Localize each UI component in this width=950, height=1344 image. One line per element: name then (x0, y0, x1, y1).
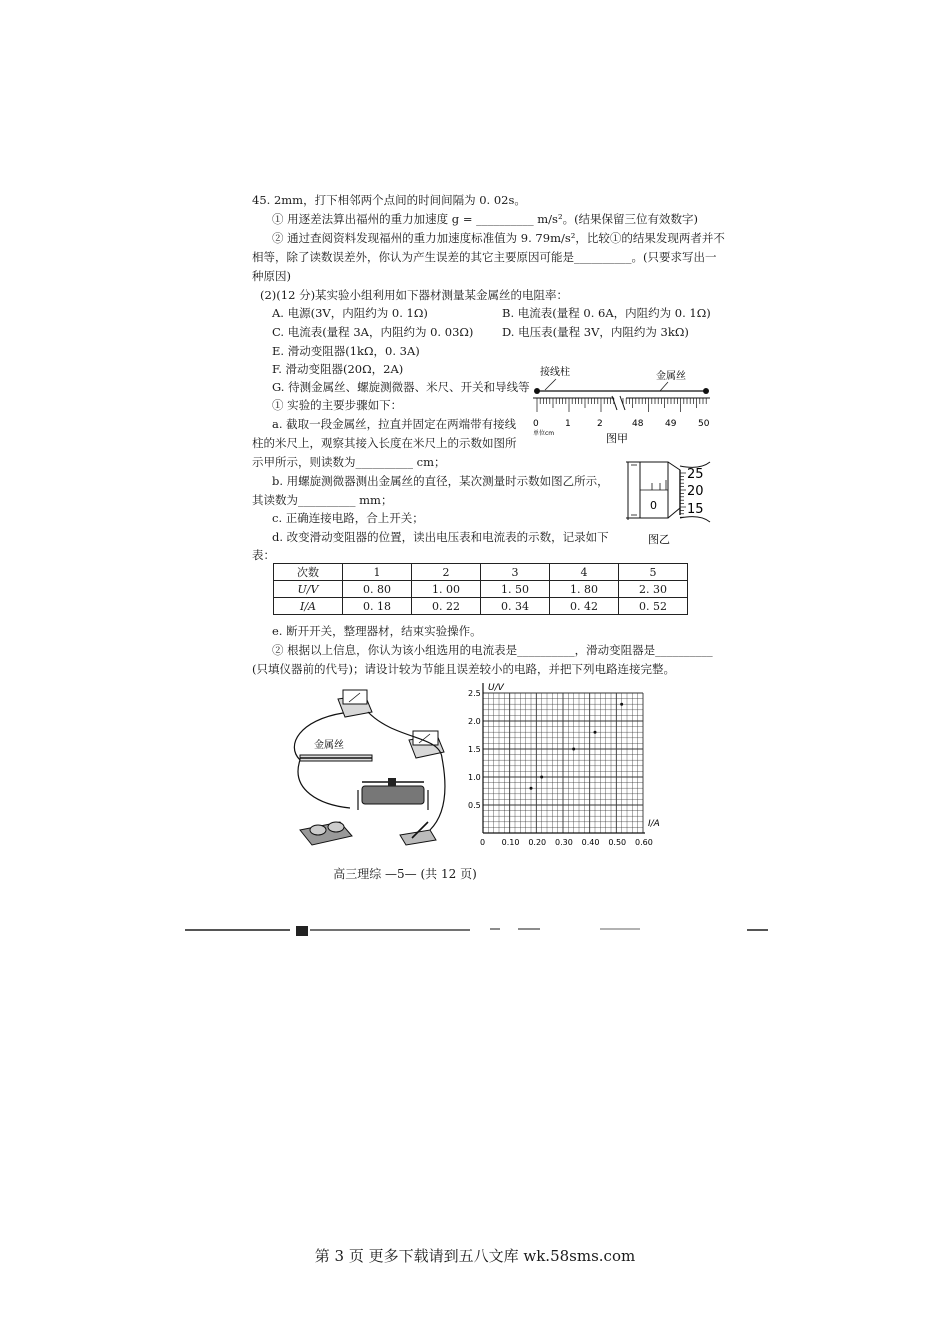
option-e: E. 滑动变阻器(1kΩ，0. 3A) (272, 344, 420, 358)
step-b: 其读数为__________ mm； (252, 493, 393, 507)
ruler-tick-label: 48 (632, 419, 644, 429)
data-point (620, 703, 623, 706)
option-a: A. 电源(3V，内阻约为 0. 1Ω) (272, 306, 428, 320)
y-tick-label: 1.5 (468, 745, 481, 754)
x-tick-label: 0 (480, 838, 486, 847)
wire-label: 金属丝 (656, 371, 686, 382)
ruler-tick-label: 50 (698, 419, 710, 429)
x-tick-label: 0.40 (581, 838, 600, 847)
rheostat-icon (362, 786, 424, 804)
text-line: 种原因) (252, 269, 291, 283)
ruler-tick-label: 0 (533, 419, 539, 429)
step-title: ① 实验的主要步骤如下： (272, 398, 403, 412)
y-tick-label: 1.0 (468, 773, 481, 782)
option-d: D. 电压表(量程 3V，内阻约为 3kΩ) (502, 325, 689, 339)
circuit-apparatus (294, 690, 445, 845)
x-tick-label: 0.50 (608, 838, 627, 847)
question-2: ② 根据以上信息，你认为该小组选用的电流表是__________，滑动变阻器是__________ (272, 643, 713, 657)
text-line: 相等，除了读数误差外，你认为产生误差的其它主要原因可能是__________。(只要求写出一 (252, 250, 717, 264)
y-axis-label: U/V (488, 683, 504, 693)
x-tick-label: 0.10 (501, 838, 520, 847)
thimble-tick-label: 20 (687, 484, 704, 499)
ruler-tick-label: 2 (597, 419, 603, 429)
step-d: 表： (252, 548, 275, 562)
text-line: (2)(12 分)某实验小组利用如下器材测量某金属丝的电阻率： (260, 288, 569, 302)
table-cell: 0. 22 (412, 598, 481, 615)
figure-a (533, 365, 710, 445)
step-a: 示甲所示，则读数为__________ cm； (252, 455, 446, 469)
option-f: F. 滑动变阻器(20Ω，2A) (272, 362, 404, 376)
data-point (530, 787, 533, 790)
table-cell: 3 (481, 564, 550, 581)
graph-grid (483, 693, 643, 833)
thimble-ticks (680, 473, 686, 517)
site-footer: 第 3 页 更多下载请到五八文库 wk.58sms.com (314, 1247, 636, 1265)
table-cell: 0. 80 (343, 581, 412, 598)
x-tick-label: 0.60 (635, 838, 653, 847)
step-e: e. 断开开关，整理器材，结束实验操作。 (272, 624, 482, 638)
sleeve-zero-label: 0 (650, 499, 657, 512)
table-cell: 0. 52 (619, 598, 688, 615)
option-c: C. 电流表(量程 3A，内阻约为 0. 03Ω) (272, 325, 474, 339)
thimble-tick-label: 25 (687, 467, 704, 482)
terminal-label: 接线柱 (540, 367, 570, 378)
ui-graph (468, 683, 660, 847)
figure-a-caption: 图甲 (606, 432, 628, 445)
data-point (594, 731, 597, 734)
table-cell: 5 (619, 564, 688, 581)
ruler-tick-label: 49 (665, 419, 677, 429)
y-tick-label: 0.5 (468, 801, 481, 810)
x-axis-label: I/A (648, 819, 660, 829)
text-line: 45. 2mm，打下相邻两个点间的时间间隔为 0. 02s。 (252, 193, 526, 207)
step-d: d. 改变滑动变阻器的位置，读出电压表和电流表的示数，记录如下 (272, 530, 609, 544)
table-cell: 0. 42 (550, 598, 619, 615)
table-cell: 次数 (274, 564, 343, 581)
data-point (540, 776, 543, 779)
figure-b-caption: 图乙 (648, 533, 670, 546)
option-g: G. 待测金属丝、螺旋测微器、米尺、开关和导线等 (272, 380, 530, 394)
table-cell: 4 (550, 564, 619, 581)
question-2: (只填仪器前的代号)；请设计较为节能且误差较小的电路，并把下列电路连接完整。 (252, 662, 675, 676)
y-tick-label: 2.5 (468, 689, 481, 698)
table-cell: 0. 34 (481, 598, 550, 615)
step-a: 柱的米尺上，观察其接入长度在米尺上的示数如图所 (252, 436, 517, 450)
table-cell: 2. 30 (619, 581, 688, 598)
option-b: B. 电流表(量程 0. 6A，内阻约为 0. 1Ω) (502, 306, 711, 320)
page-footer: 高三理综 —5— (共 12 页) (333, 867, 477, 881)
step-b: b. 用螺旋测微器测出金属丝的直径，某次测量时示数如图乙所示， (272, 474, 609, 488)
thimble-tick-label: 15 (687, 502, 704, 517)
x-tick-label: 0.30 (555, 838, 573, 847)
text-line: ② 通过查阅资料发现福州的重力加速度标准值为 9. 79m/s²，比较①的结果发现两者并不 (272, 231, 725, 245)
y-tick-label: 2.0 (468, 717, 481, 726)
scan-artifact (296, 926, 308, 936)
step-c: c. 正确连接电路，合上开关； (272, 511, 424, 525)
table-cell: 1. 50 (481, 581, 550, 598)
data-point (572, 748, 575, 751)
figure-b (626, 462, 710, 546)
circuit-wire-label: 金属丝 (314, 740, 344, 751)
text-line: ① 用逐差法算出福州的重力加速度 g = __________ m/s²。(结果保留三位有效数字) (272, 212, 699, 226)
table-cell: 2 (412, 564, 481, 581)
ruler-tick-label: 1 (565, 419, 571, 429)
table-cell: 1. 00 (412, 581, 481, 598)
battery-icon (300, 822, 352, 845)
step-a: a. 截取一段金属丝，拉直并固定在两端带有接线 (272, 417, 517, 431)
table-cell: 0. 18 (343, 598, 412, 615)
table-cell: U/V (274, 581, 343, 598)
ruler-unit: 单位cm (533, 430, 555, 437)
table-cell: 1. 80 (550, 581, 619, 598)
table-cell: I/A (274, 598, 343, 615)
table-cell: 1 (343, 564, 412, 581)
x-tick-label: 0.20 (528, 838, 547, 847)
